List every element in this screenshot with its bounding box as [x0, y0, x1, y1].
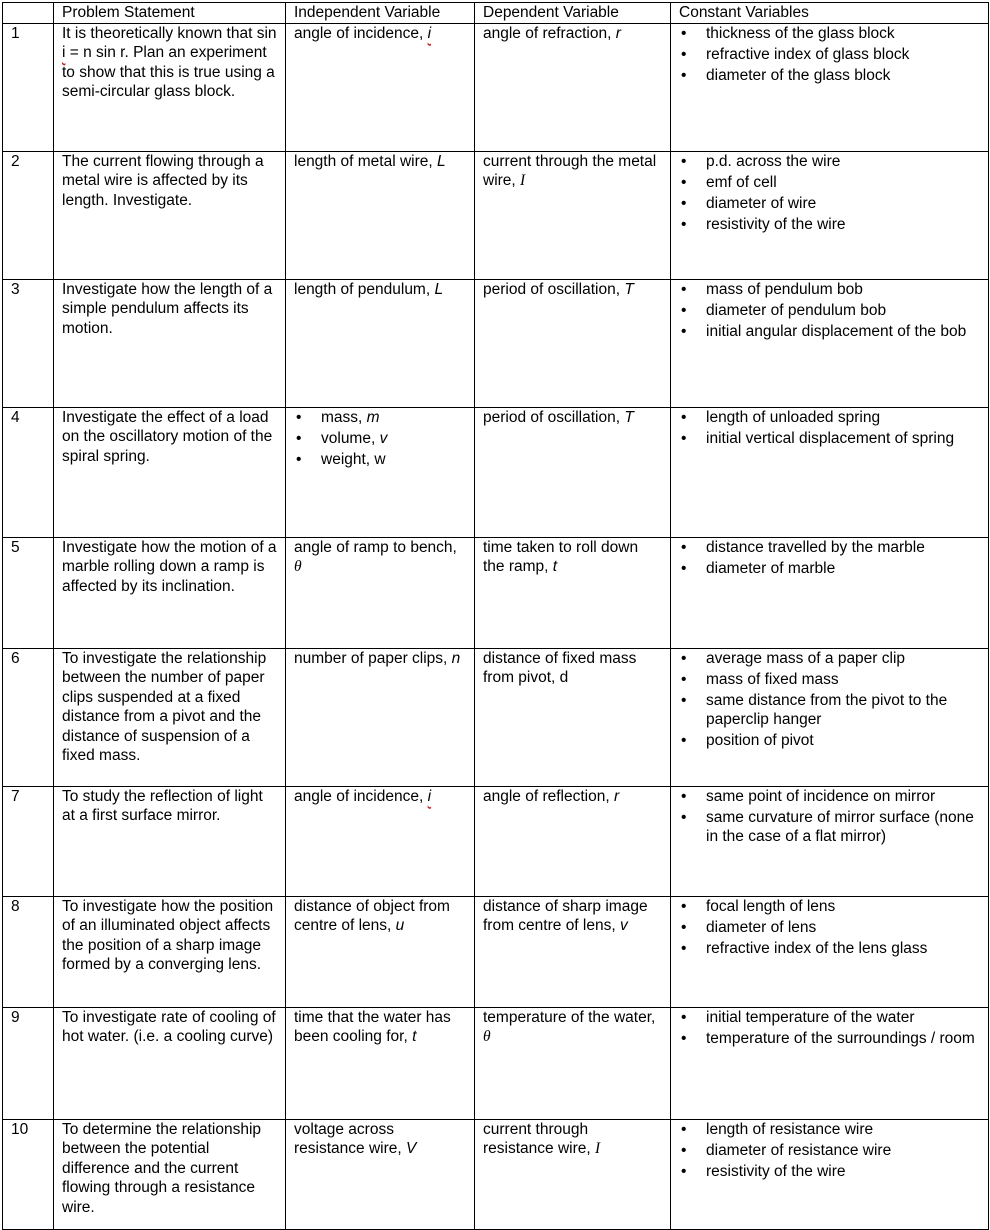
list-item: • p.d. across the wire — [679, 152, 980, 172]
list-item: • diameter of lens — [679, 918, 980, 938]
variable-text: angle of incidence, — [294, 787, 428, 805]
list-item: • resistivity of the wire — [679, 215, 980, 235]
constant-variables-list — [679, 24, 980, 86]
row-number: 1 — [3, 23, 54, 151]
constant-variables-list — [679, 1120, 980, 1182]
variable-symbol: n — [451, 649, 461, 667]
table-row — [3, 896, 989, 1007]
list-item: • same curvature of mirror surface (none in the case of a flat mirror) — [679, 808, 980, 847]
independent-variable — [286, 896, 475, 1007]
dependent-variable — [475, 896, 671, 1007]
header-constant-variables: Constant Variables — [671, 3, 989, 24]
list-item: • same distance from the pivot to the paperclip hanger — [679, 691, 980, 730]
variable-text: time taken to roll down the ramp, — [483, 538, 639, 575]
row-number: 8 — [3, 896, 54, 1007]
problem-statement: Investigate how the motion of a marble rolling down a ramp is affected by its inclination. — [54, 537, 286, 648]
list-item: • distance travelled by the marble — [679, 538, 980, 558]
list-item: • diameter of the glass block — [679, 66, 980, 86]
independent-variable — [286, 279, 475, 407]
variable-symbol: m — [366, 408, 380, 426]
variable-text: angle of ramp to bench, — [294, 538, 457, 556]
variable-symbol: L — [437, 152, 446, 170]
variable-text: angle of reflection, — [483, 787, 614, 805]
problem-statement: To investigate rate of cooling of hot water. (i.e. a cooling curve) — [54, 1007, 286, 1119]
list-item — [294, 408, 466, 428]
constant-variables — [671, 407, 989, 537]
table-row — [3, 407, 989, 537]
independent-variable — [286, 648, 475, 786]
problem-statement: To investigate how the position of an illuminated object affects the position of a sharp image formed by a converging lens. — [54, 896, 286, 1007]
row-number: 7 — [3, 786, 54, 896]
variable-symbol: T — [624, 408, 634, 426]
row-number: 3 — [3, 279, 54, 407]
table-row — [3, 151, 989, 279]
constant-variables-list — [679, 897, 980, 959]
list-item: • average mass of a paper clip — [679, 649, 980, 669]
list-item: • refractive index of the lens glass — [679, 939, 980, 959]
problem-statement: To study the reflection of light at a first surface mirror. — [54, 786, 286, 896]
variable-symbol: u — [395, 917, 405, 934]
variable-symbol: t — [552, 558, 558, 575]
variable-symbol: I — [520, 172, 526, 189]
constant-variables-list — [679, 649, 980, 751]
variable-text: mass, — [321, 408, 367, 426]
variable-text: length of metal wire, — [294, 152, 438, 170]
variable-text: volume, — [321, 429, 380, 447]
list-item: • diameter of wire — [679, 194, 980, 214]
dependent-variable — [475, 1119, 671, 1229]
independent-variable — [286, 407, 475, 537]
variable-symbol: θ — [483, 1028, 491, 1045]
header-independent-variable: Independent Variable — [286, 3, 475, 24]
variable-text: temperature of the water, — [483, 1008, 656, 1026]
problem-statement: The current flowing through a metal wire is affected by its length. Investigate. — [54, 151, 286, 279]
constant-variables — [671, 1119, 989, 1229]
constant-variables-list — [679, 152, 980, 235]
variable-text: angle of refraction, — [483, 24, 616, 42]
constant-variables — [671, 279, 989, 407]
variable-text: distance of sharp image from centre of lens, — [483, 897, 648, 934]
constant-variables — [671, 1007, 989, 1119]
constant-variables-list — [679, 1008, 980, 1049]
constant-variables — [671, 648, 989, 786]
table-row — [3, 279, 989, 407]
row-number: 9 — [3, 1007, 54, 1119]
problem-statement: Investigate how the length of a simple pendulum affects its motion. — [54, 279, 286, 407]
row-number: 10 — [3, 1119, 54, 1229]
variable-text: period of oscillation, — [483, 408, 625, 426]
variable-symbol: v — [619, 917, 628, 934]
problem-statement: To investigate the relationship between the number of paper clips suspended at a fixed distance from a pivot and the distance of suspension of a fixed mass. — [54, 648, 286, 786]
row-number: 4 — [3, 407, 54, 537]
list-item: • position of pivot — [679, 731, 980, 751]
variable-symbol: I — [594, 1140, 601, 1157]
constant-variables — [671, 23, 989, 151]
problem-statement: To determine the relationship between the potential difference and the current flowing through a resistance wire. — [54, 1119, 286, 1229]
header-num — [3, 3, 54, 24]
variable-text: length of pendulum, — [294, 280, 435, 298]
list-item — [294, 429, 466, 449]
list-item: • initial angular displacement of the bob — [679, 322, 980, 342]
constant-variables-list — [679, 280, 980, 342]
table-row — [3, 786, 989, 896]
variable-symbol: t — [412, 1028, 417, 1045]
row-number: 5 — [3, 537, 54, 648]
list-item: • mass of fixed mass — [679, 670, 980, 690]
list-item: • resistivity of the wire — [679, 1162, 980, 1182]
list-item: • initial temperature of the water — [679, 1008, 980, 1028]
variable-symbol: T — [624, 280, 634, 298]
independent-variable — [286, 151, 475, 279]
list-item: • thickness of the glass block — [679, 24, 980, 44]
variable-symbol: i — [427, 787, 432, 805]
constant-variables — [671, 537, 989, 648]
problem-statement: Investigate the effect of a load on the oscillatory motion of the spiral spring. — [54, 407, 286, 537]
list-item: • diameter of marble — [679, 559, 980, 579]
independent-variable — [286, 23, 475, 151]
variable-text: period of oscillation, — [483, 280, 625, 298]
row-number: 2 — [3, 151, 54, 279]
variable-text: voltage across resistance wire, — [294, 1120, 406, 1157]
variable-symbol: v — [379, 429, 388, 447]
dependent-variable — [475, 648, 671, 786]
table-row — [3, 23, 989, 151]
header-problem-statement: Problem Statement — [54, 3, 286, 24]
list-item: • emf of cell — [679, 173, 980, 193]
independent-variable-list — [294, 408, 466, 470]
list-item: • length of resistance wire — [679, 1120, 980, 1140]
header-row — [3, 3, 989, 24]
problem-text: It is theoretically known that sin i = n sin r. Plan an experiment to show that this is true using a semi-circular glass block. — [62, 24, 277, 100]
dependent-variable — [475, 151, 671, 279]
variables-table — [2, 2, 989, 1230]
variable-text: current through the metal wire, — [483, 152, 657, 189]
variable-symbol: θ — [294, 558, 302, 575]
dependent-variable — [475, 23, 671, 151]
list-item: • same point of incidence on mirror — [679, 787, 980, 807]
dependent-variable — [475, 786, 671, 896]
variable-symbol: r — [613, 787, 620, 805]
variable-symbol: L — [434, 280, 444, 298]
constant-variables-list — [679, 538, 980, 579]
list-item: • refractive index of glass block — [679, 45, 980, 65]
list-item: • focal length of lens — [679, 897, 980, 917]
constant-variables-list — [679, 408, 980, 449]
constant-variables-list — [679, 787, 980, 847]
constant-variables — [671, 896, 989, 1007]
variable-symbol: i — [427, 24, 432, 42]
variable-symbol: r — [615, 24, 621, 42]
independent-variable — [286, 1007, 475, 1119]
dependent-variable — [475, 407, 671, 537]
constant-variables — [671, 786, 989, 896]
variable-text: time that the water has been cooling for, — [294, 1008, 451, 1045]
variable-text: distance of fixed mass from pivot, d — [483, 649, 637, 686]
list-item: • mass of pendulum bob — [679, 280, 980, 300]
problem-statement — [54, 23, 286, 151]
list-item: • length of unloaded spring — [679, 408, 980, 428]
table-row — [3, 537, 989, 648]
independent-variable — [286, 537, 475, 648]
variable-text: number of paper clips, — [294, 649, 452, 667]
variable-text: current through resistance wire, — [483, 1120, 595, 1157]
constant-variables — [671, 151, 989, 279]
independent-variable — [286, 786, 475, 896]
variable-text: angle of incidence, — [294, 24, 428, 42]
header-dependent-variable: Dependent Variable — [475, 3, 671, 24]
table-row — [3, 1007, 989, 1119]
row-number: 6 — [3, 648, 54, 786]
variable-text: distance of object from centre of lens, — [294, 897, 450, 934]
list-item: • initial vertical displacement of spring — [679, 429, 980, 449]
dependent-variable — [475, 279, 671, 407]
variable-symbol: V — [405, 1140, 417, 1157]
list-item: • diameter of resistance wire — [679, 1141, 980, 1161]
dependent-variable — [475, 537, 671, 648]
list-item — [294, 450, 466, 470]
table-row — [3, 648, 989, 786]
independent-variable — [286, 1119, 475, 1229]
dependent-variable — [475, 1007, 671, 1119]
list-item: • diameter of pendulum bob — [679, 301, 980, 321]
variable-text: weight, w — [321, 450, 386, 468]
list-item: • temperature of the surroundings / room — [679, 1029, 980, 1049]
table-row — [3, 1119, 989, 1229]
